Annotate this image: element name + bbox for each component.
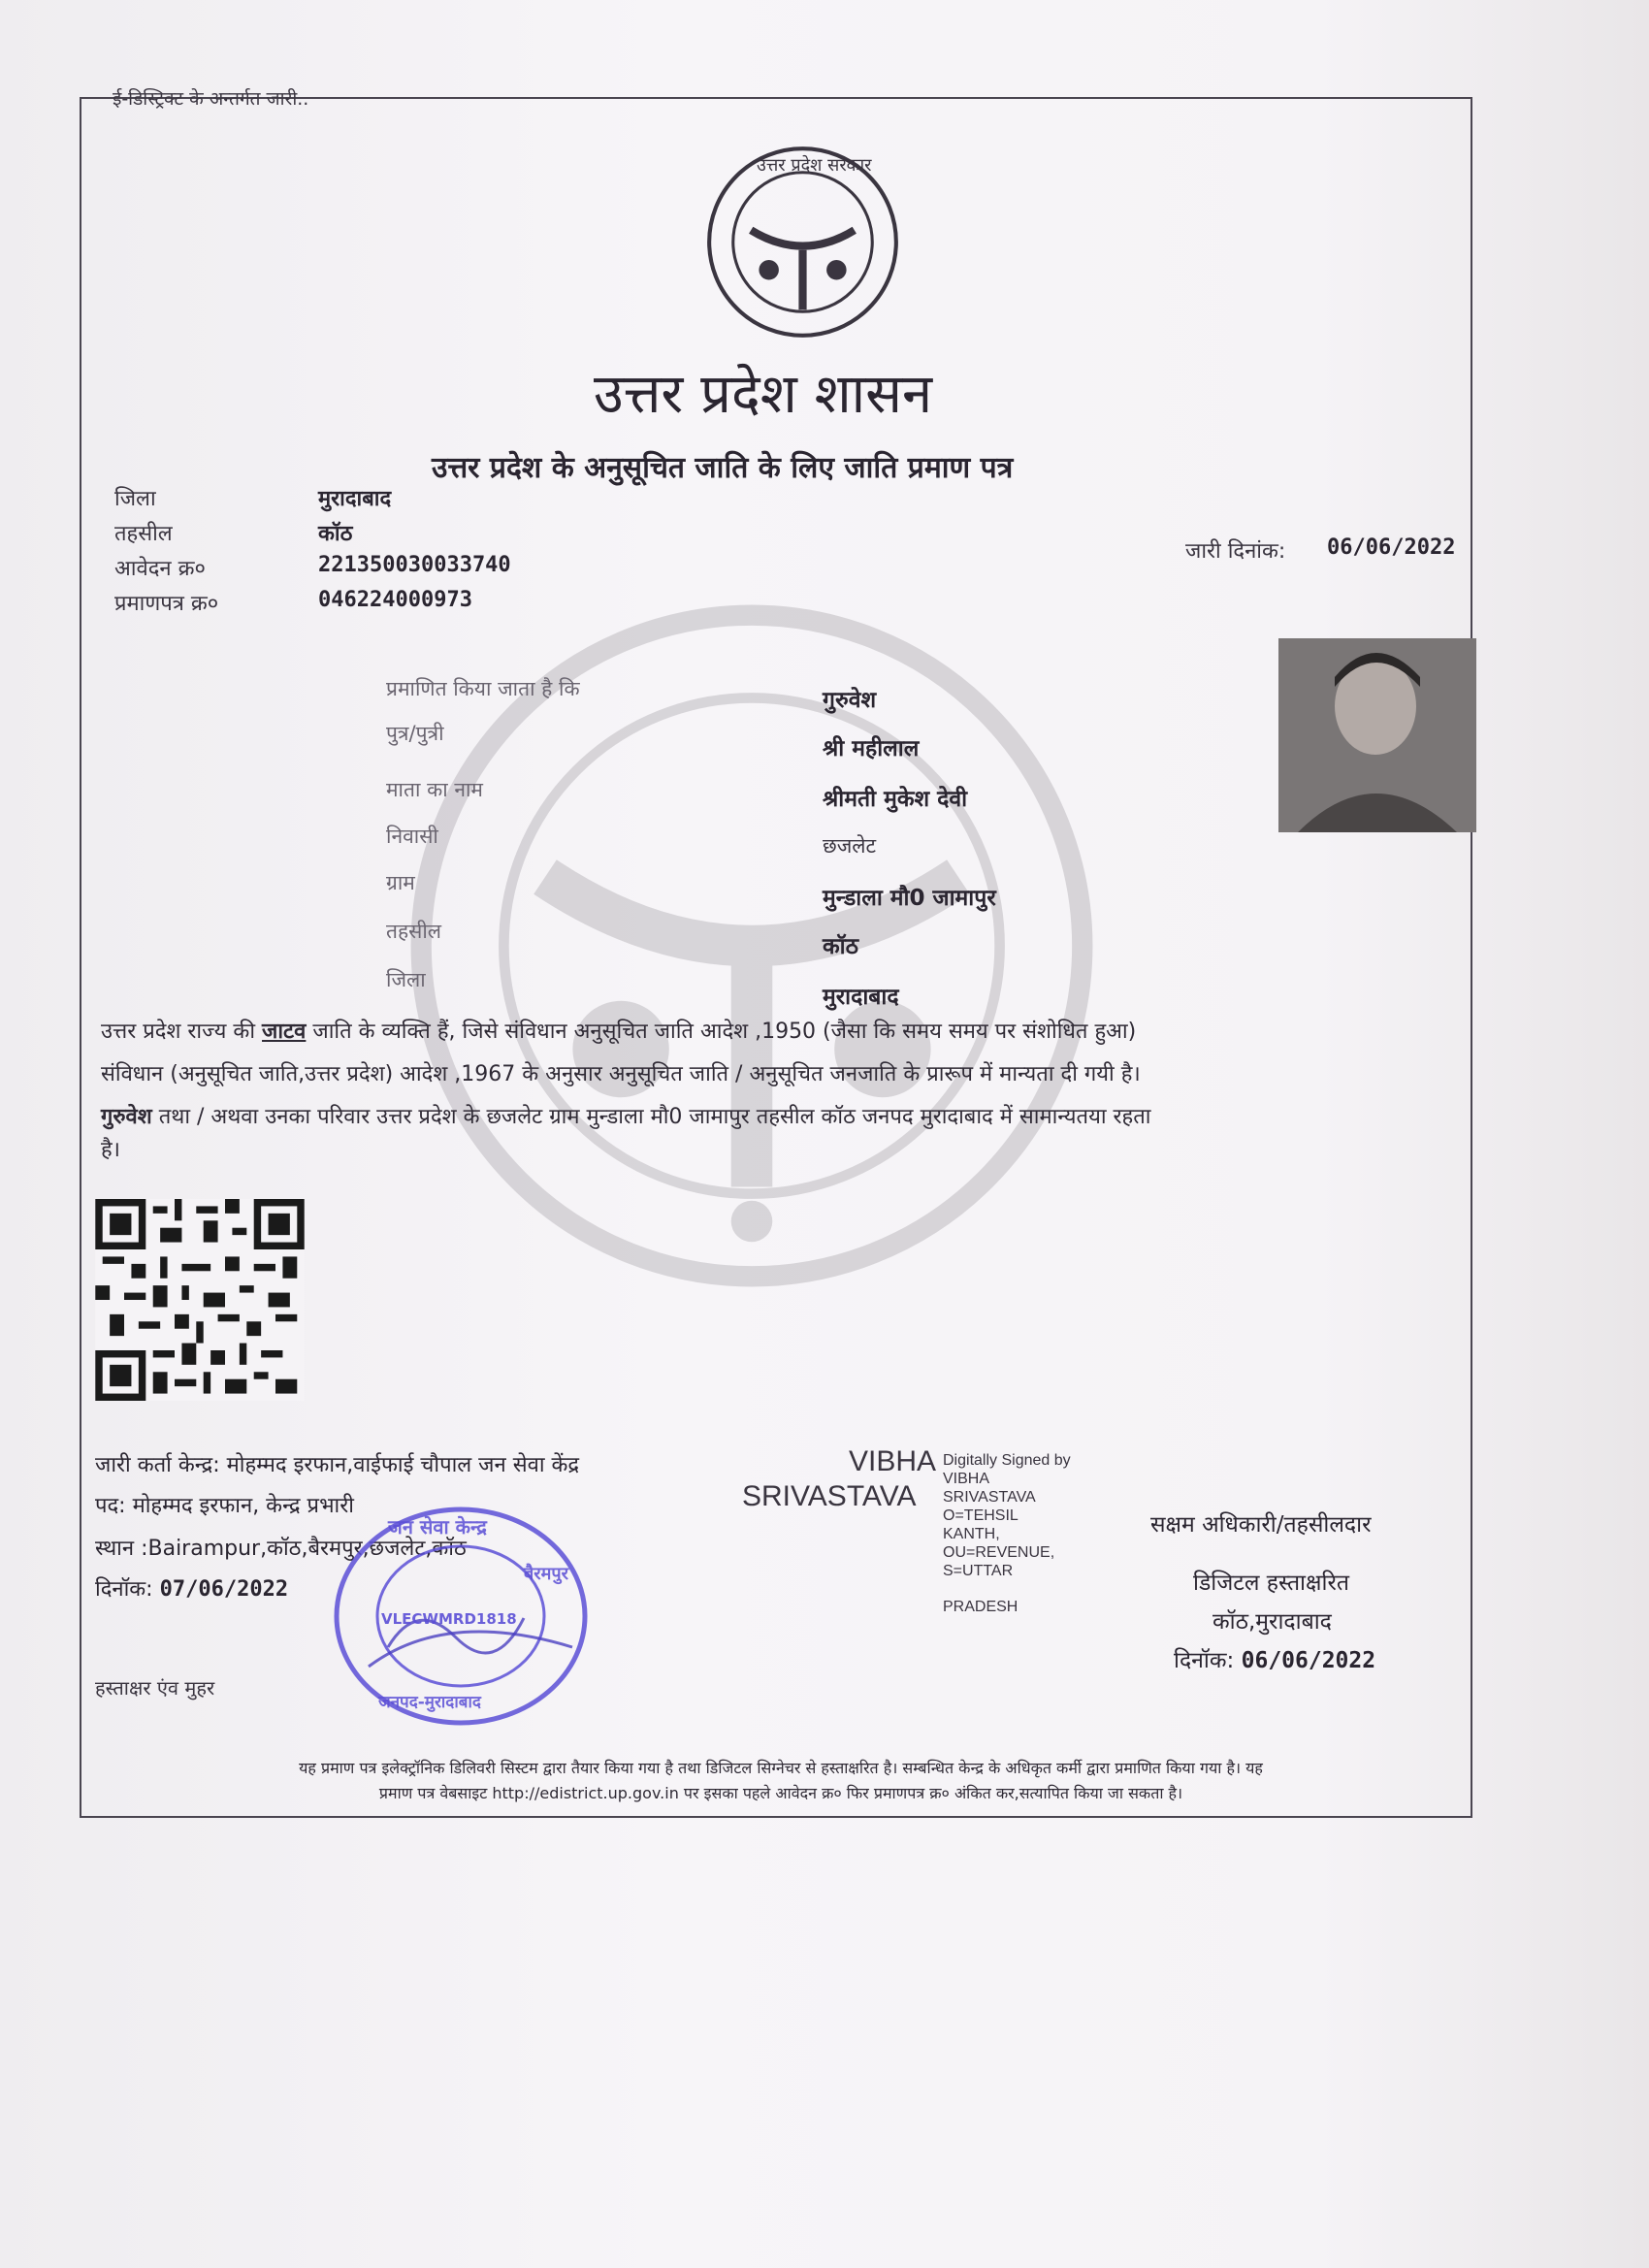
- authority-signed: डिजिटल हस्ताक्षरित: [1193, 1571, 1349, 1596]
- certificate-subtitle: उत्तर प्रदेश के अनुसूचित जाति के लिए जाति प्रमाण पत्र: [432, 451, 1014, 485]
- certificate-body-line1: [101, 1015, 1478, 1050]
- body-holder-name: गुरुवेश: [101, 1105, 152, 1129]
- sig-detail: VIBHA: [943, 1471, 990, 1487]
- stamp-code: VLECWMRD1818: [381, 1610, 517, 1628]
- digital-sign-name-1: VIBHA: [849, 1445, 937, 1477]
- authority-date-label: दिनॉक:: [1174, 1648, 1235, 1673]
- stamp-bottom-text: जनपद-मुरादाबाद: [378, 1693, 481, 1712]
- certificate-body-end: है।: [101, 1138, 121, 1162]
- meta-value-certificate-no: 046224000973: [318, 588, 472, 612]
- meta-value-application-no: 221350030033740: [318, 553, 511, 577]
- authority-date: [1174, 1643, 1375, 1674]
- field-value-resident: छजलेट: [823, 834, 877, 858]
- field-value-mother: श्रीमती मुकेश देवी: [823, 787, 968, 812]
- issuer-post: पद: मोहम्मद इरफान, केन्द्र प्रभारी: [95, 1494, 354, 1518]
- issue-date-value: 06/06/2022: [1327, 535, 1456, 560]
- stamp-side-text: बैरमपुर: [524, 1564, 568, 1584]
- field-value-tehsil: कॉठ: [823, 934, 858, 959]
- issuer-center: जारी कर्ता केन्द्र: मोहम्मद इरफान,वाईफाई चौपाल जन सेवा केंद्र: [95, 1453, 580, 1477]
- field-label-district: जिला: [386, 968, 426, 991]
- footer-line-1: यह प्रमाण पत्र इलेक्ट्रॉनिक डिलिवरी सिस्टम द्वारा तैयार किया गया है तथा डिजिटल सिग्नेचर से हस्ताक्षरित है। सम्बन्धित केन्द्र के अधिकृत कर्मी द्वारा प्रमाणित किया गया है। यह: [299, 1759, 1263, 1777]
- issuer-date-label: दिनॉक:: [95, 1577, 153, 1602]
- stamp-top-text: जन सेवा केन्द्र: [388, 1515, 487, 1539]
- authority-title: सक्षम अधिकारी/तहसीलदार: [1150, 1512, 1372, 1538]
- sig-detail: OU=REVENUE,: [943, 1544, 1055, 1561]
- field-label-certified: प्रमाणित किया जाता है कि: [386, 677, 580, 700]
- watermark-emblem-icon: [407, 601, 1096, 1290]
- meta-label-application-no: आवेदन क्र०: [114, 557, 206, 581]
- sig-detail: PRADESH: [943, 1599, 1018, 1615]
- field-label-village: ग्राम: [386, 871, 415, 894]
- field-value-district: मुरादाबाद: [823, 985, 899, 1010]
- issuer-place: स्थान :Bairampur,कॉठ,बैरमपुर,छजलेट,कॉठ: [95, 1537, 467, 1561]
- sig-detail: SRIVASTAVA: [943, 1489, 1036, 1506]
- field-label-tehsil: तहसील: [386, 920, 441, 943]
- field-label-mother-name: माता का नाम: [386, 778, 483, 801]
- sig-detail: KANTH,: [943, 1526, 1000, 1542]
- sig-detail: S=UTTAR: [943, 1563, 1014, 1579]
- footer-line-2: प्रमाण पत्र वेबसाइट http://edistrict.up.gov.in पर इसका पहले आवेदन क्र० फिर प्रमाणपत्र क्र० अंकित कर,सत्यापित किया जा सकता है।: [378, 1784, 1183, 1802]
- issuer-date: [95, 1573, 288, 1603]
- field-label-resident: निवासी: [386, 825, 438, 848]
- meta-value-tehsil: कॉठ: [318, 522, 353, 546]
- caste-name: जाटव: [262, 1020, 307, 1044]
- issue-date-label: जारी दिनांक:: [1185, 539, 1286, 564]
- certificate-body-line2: संविधान (अनुसूचित जाति,उत्तर प्रदेश) आदेश ,1967 के अनुसार अनुसूचित जाति / अनुसूचित जनजाति के प्रारूप में मान्यता दी गयी है।: [101, 1062, 1141, 1086]
- field-value-father: श्री महीलाल: [823, 736, 920, 761]
- issued-under-note: ई-डिस्ट्रिक्ट के अन्तर्गत जारी..: [113, 88, 309, 110]
- digital-sign-name-2: SRIVASTAVA: [742, 1480, 917, 1512]
- certificate-body-line3: [101, 1100, 1478, 1135]
- meta-value-district: मुरादाबाद: [318, 487, 392, 511]
- digital-sign-details: [943, 1451, 1071, 1616]
- field-value-name: गुरुवेश: [823, 688, 877, 713]
- body-intro: उत्तर प्रदेश राज्य की: [101, 1020, 256, 1044]
- body-order-1950: जाति के व्यक्ति हैं, जिसे संविधान अनुसूचित जाति आदेश ,1950 (जैसा कि समय समय पर संशोधित हुआ): [312, 1020, 1137, 1044]
- qr-code-icon: [95, 1199, 305, 1401]
- footer-note: [107, 1756, 1455, 1806]
- emblem-caption: उत्तर प्रदेश सरकार: [757, 155, 872, 176]
- issuer-date-value: 07/06/2022: [159, 1577, 289, 1602]
- signature-and-seal-label: हस्ताक्षर एंव मुहर: [95, 1676, 215, 1700]
- body-residence: तथा / अथवा उनका परिवार उत्तर प्रदेश के छजलेट ग्राम मुन्डाला मौ0 जामापुर तहसील कॉठ जनपद मुरादाबाद में सामान्यतया रहता: [158, 1105, 1151, 1129]
- authority-place: कॉठ,मुरादाबाद: [1212, 1609, 1332, 1635]
- sig-detail: Digitally Signed by: [943, 1452, 1071, 1469]
- meta-label-tehsil: तहसील: [114, 522, 173, 546]
- field-value-village: मुन्डाला मौ0 जामापुर: [823, 886, 996, 911]
- authority-date-value: 06/06/2022: [1241, 1648, 1376, 1673]
- meta-label-certificate-no: प्रमाणपत्र क्र०: [114, 592, 219, 616]
- field-label-child-of: पुत्र/पुत्री: [386, 722, 444, 745]
- person-silhouette-icon: [1278, 638, 1476, 832]
- applicant-photo: [1278, 638, 1476, 832]
- meta-label-district: जिला: [114, 487, 156, 511]
- sig-detail: O=TEHSIL: [943, 1507, 1018, 1524]
- page-title: उत्तर प्रदेश शासन: [594, 363, 933, 426]
